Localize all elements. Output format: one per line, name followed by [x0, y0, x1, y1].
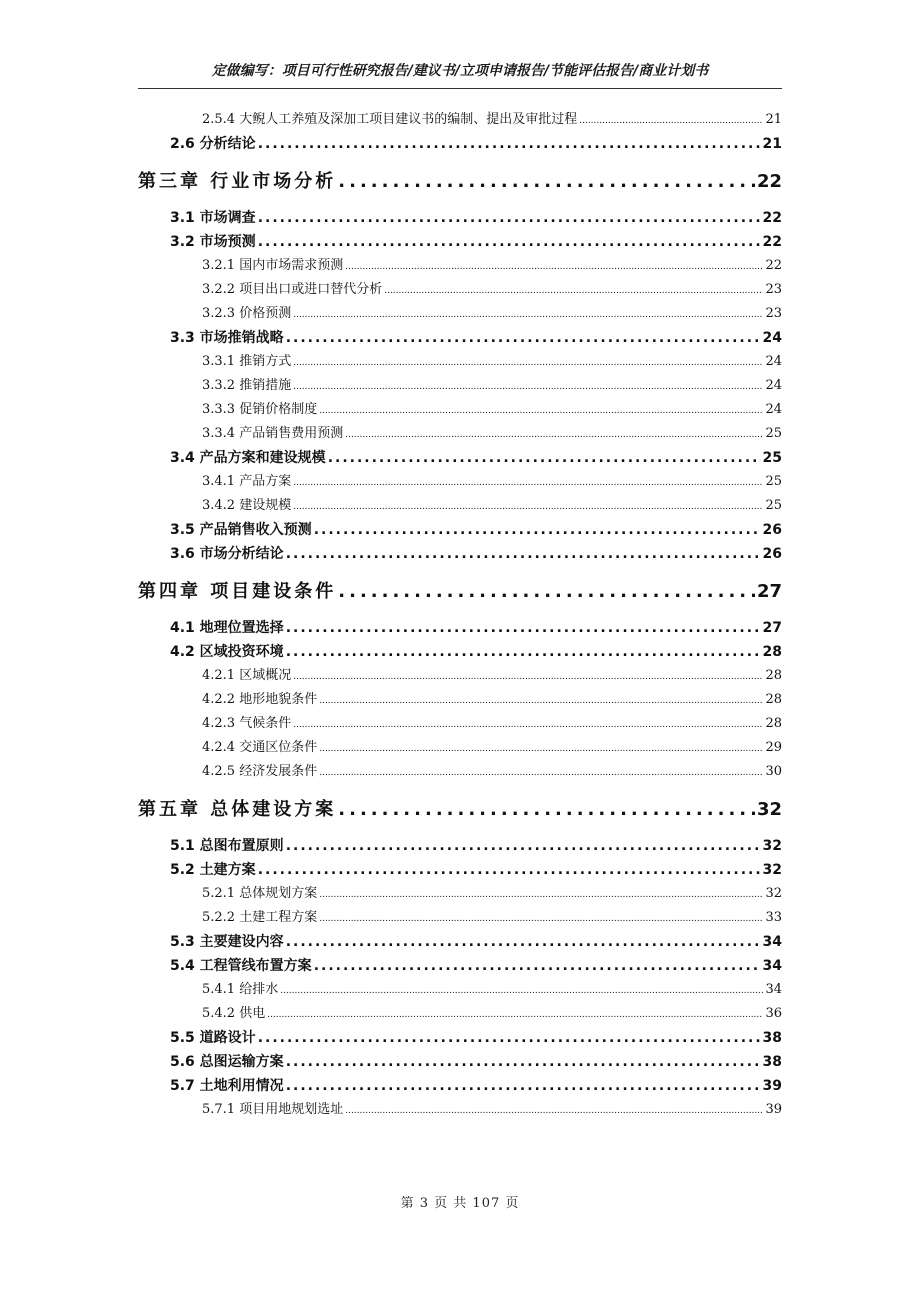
toc-entry-page-number: 28	[765, 692, 782, 707]
toc-dot-leader	[319, 737, 763, 761]
toc-section-entry[interactable]	[138, 954, 782, 978]
toc-entry-label: 3.6 市场分析结论	[170, 546, 284, 562]
toc-entry-page-number: 33	[765, 910, 782, 925]
toc-dot-leader	[286, 616, 761, 640]
toc-subsection-entry[interactable]	[138, 494, 782, 518]
toc-dot-leader	[319, 761, 763, 785]
header-divider	[138, 88, 782, 89]
toc-dot-leader	[293, 375, 763, 399]
toc-dot-leader	[286, 640, 761, 664]
toc-dot-leader	[258, 230, 761, 254]
toc-entry-label: 5.7.1 项目用地规划选址	[202, 1102, 344, 1117]
toc-entry-label: 5.2.2 土建工程方案	[202, 910, 318, 925]
toc-entry-label: 3.3.3 促销价格制度	[202, 402, 318, 417]
toc-entry-page-number: 25	[765, 498, 782, 513]
toc-subsection-entry[interactable]	[138, 906, 782, 930]
toc-entry-label: 5.4 工程管线布置方案	[170, 958, 312, 974]
toc-entry-label: 3.4 产品方案和建设规模	[170, 450, 326, 466]
toc-entry-page-number: 24	[765, 402, 782, 417]
toc-subsection-entry[interactable]	[138, 350, 782, 374]
toc-section-entry[interactable]	[138, 930, 782, 954]
toc-entry-label: 5.6 总图运输方案	[170, 1054, 284, 1070]
toc-entry-page-number: 22	[762, 234, 782, 250]
toc-entry-label: 4.2.1 区域概况	[202, 668, 292, 683]
toc-entry-page-number: 29	[765, 740, 782, 755]
toc-subsection-entry[interactable]	[138, 302, 782, 326]
toc-subsection-entry[interactable]	[138, 736, 782, 760]
toc-dot-leader	[319, 907, 763, 931]
toc-entry-label: 4.2.4 交通区位条件	[202, 740, 318, 755]
toc-dot-leader	[345, 1099, 763, 1123]
toc-section-entry[interactable]	[138, 858, 782, 882]
toc-subsection-entry[interactable]	[138, 664, 782, 688]
toc-entry-page-number: 39	[765, 1102, 782, 1117]
toc-entry-label: 5.2 土建方案	[170, 862, 256, 878]
toc-subsection-entry[interactable]	[138, 1002, 782, 1026]
toc-dot-leader	[293, 303, 763, 327]
toc-section-entry[interactable]	[138, 542, 782, 566]
toc-section-entry[interactable]	[138, 518, 782, 542]
toc-entry-label: 5.1 总图布置原则	[170, 838, 284, 854]
toc-dot-leader	[338, 576, 755, 608]
toc-section-entry[interactable]	[138, 640, 782, 664]
toc-chapter-entry[interactable]	[138, 576, 782, 608]
toc-entry-label: 3.2.2 项目出口或进口替代分析	[202, 282, 383, 297]
toc-entry-label: 5.4.2 供电	[202, 1006, 266, 1021]
toc-entry-label: 4.2 区域投资环境	[170, 644, 284, 660]
toc-entry-page-number: 32	[765, 886, 782, 901]
table-of-contents	[138, 108, 782, 1122]
toc-entry-page-number: 28	[762, 644, 782, 660]
toc-chapter-entry[interactable]	[138, 794, 782, 826]
toc-subsection-entry[interactable]	[138, 470, 782, 494]
toc-entry-page-number: 34	[762, 958, 782, 974]
toc-entry-page-number: 24	[765, 378, 782, 393]
toc-entry-page-number: 27	[756, 581, 782, 602]
toc-entry-label: 4.1 地理位置选择	[170, 620, 284, 636]
toc-entry-label: 3.1 市场调查	[170, 210, 256, 226]
toc-entry-label: 5.4.1 给排水	[202, 982, 279, 997]
toc-entry-label: 5.7 土地利用情况	[170, 1078, 284, 1094]
toc-entry-page-number: 23	[765, 282, 782, 297]
toc-section-entry[interactable]	[138, 834, 782, 858]
toc-entry-label: 3.2.3 价格预测	[202, 306, 292, 321]
toc-entry-page-number: 26	[762, 546, 782, 562]
toc-section-entry[interactable]	[138, 1074, 782, 1098]
toc-entry-label: 5.3 主要建设内容	[170, 934, 284, 950]
toc-section-entry[interactable]	[138, 206, 782, 230]
toc-entry-label: 5.5 道路设计	[170, 1030, 256, 1046]
toc-dot-leader	[319, 399, 763, 423]
toc-section-entry[interactable]	[138, 326, 782, 350]
toc-entry-page-number: 28	[765, 716, 782, 731]
toc-entry-label: 2.6 分析结论	[170, 136, 256, 152]
toc-entry-page-number: 24	[762, 330, 782, 346]
toc-entry-page-number: 25	[765, 474, 782, 489]
toc-dot-leader	[286, 1050, 761, 1074]
toc-dot-leader	[293, 713, 763, 737]
toc-entry-label: 3.2 市场预测	[170, 234, 256, 250]
toc-section-entry[interactable]	[138, 132, 782, 156]
toc-entry-page-number: 34	[765, 982, 782, 997]
toc-section-entry[interactable]	[138, 446, 782, 470]
toc-entry-page-number: 30	[765, 764, 782, 779]
toc-dot-leader	[286, 834, 761, 858]
toc-dot-leader	[338, 166, 755, 198]
toc-entry-page-number: 21	[765, 112, 782, 127]
toc-entry-page-number: 26	[762, 522, 782, 538]
toc-entry-label: 3.4.2 建设规模	[202, 498, 292, 513]
toc-entry-page-number: 38	[762, 1054, 782, 1070]
toc-entry-page-number: 22	[762, 210, 782, 226]
toc-subsection-entry[interactable]	[138, 978, 782, 1002]
toc-entry-page-number: 36	[765, 1006, 782, 1021]
toc-entry-label: 第四章 项目建设条件	[138, 581, 337, 602]
toc-section-entry[interactable]	[138, 1026, 782, 1050]
toc-entry-page-number: 21	[762, 136, 782, 152]
toc-entry-label: 4.2.2 地形地貌条件	[202, 692, 318, 707]
toc-dot-leader	[579, 109, 763, 133]
toc-entry-page-number: 34	[762, 934, 782, 950]
toc-subsection-entry[interactable]	[138, 712, 782, 736]
toc-subsection-entry[interactable]	[138, 1098, 782, 1122]
toc-entry-page-number: 23	[765, 306, 782, 321]
toc-dot-leader	[345, 255, 763, 279]
toc-dot-leader	[286, 1074, 761, 1098]
toc-entry-page-number: 32	[762, 862, 782, 878]
toc-dot-leader	[345, 423, 763, 447]
toc-subsection-entry[interactable]	[138, 688, 782, 712]
toc-dot-leader	[267, 1003, 763, 1027]
toc-subsection-entry[interactable]	[138, 254, 782, 278]
toc-dot-leader	[314, 954, 761, 978]
toc-entry-label: 3.3 市场推销战略	[170, 330, 284, 346]
toc-entry-label: 第五章 总体建设方案	[138, 799, 337, 820]
toc-entry-label: 3.3.4 产品销售费用预测	[202, 426, 344, 441]
toc-dot-leader	[293, 495, 763, 519]
toc-subsection-entry[interactable]	[138, 278, 782, 302]
toc-entry-page-number: 24	[765, 354, 782, 369]
toc-entry-label: 3.3.2 推销措施	[202, 378, 292, 393]
toc-subsection-entry[interactable]	[138, 108, 782, 132]
toc-entry-label: 4.2.5 经济发展条件	[202, 764, 318, 779]
toc-dot-leader	[293, 471, 763, 495]
toc-section-entry[interactable]	[138, 1050, 782, 1074]
toc-entry-label: 3.4.1 产品方案	[202, 474, 292, 489]
toc-subsection-entry[interactable]	[138, 422, 782, 446]
toc-dot-leader	[314, 518, 761, 542]
toc-dot-leader	[286, 542, 761, 566]
toc-section-entry[interactable]	[138, 230, 782, 254]
toc-entry-label: 3.2.1 国内市场需求预测	[202, 258, 344, 273]
toc-dot-leader	[286, 930, 761, 954]
toc-dot-leader	[328, 446, 761, 470]
toc-entry-label: 2.5.4 大鲵人工养殖及深加工项目建议书的编制、提出及审批过程	[202, 112, 578, 127]
toc-dot-leader	[338, 794, 755, 826]
toc-dot-leader	[286, 326, 761, 350]
toc-dot-leader	[258, 1026, 761, 1050]
toc-dot-leader	[280, 979, 763, 1003]
toc-entry-page-number: 22	[765, 258, 782, 273]
toc-dot-leader	[319, 689, 763, 713]
toc-entry-label: 5.2.1 总体规划方案	[202, 886, 318, 901]
toc-entry-page-number: 32	[762, 838, 782, 854]
page-footer-indicator: 第 3 页 共 107 页	[400, 1196, 520, 1211]
toc-entry-page-number: 39	[762, 1078, 782, 1094]
toc-chapter-entry[interactable]	[138, 166, 782, 198]
toc-section-entry[interactable]	[138, 616, 782, 640]
toc-entry-label: 第三章 行业市场分析	[138, 171, 337, 192]
toc-entry-label: 3.5 产品销售收入预测	[170, 522, 312, 538]
toc-entry-page-number: 28	[765, 668, 782, 683]
toc-entry-label: 4.2.3 气候条件	[202, 716, 292, 731]
page-header-title: 定做编写：项目可行性研究报告/建议书/立项申请报告/节能评估报告/商业计划书	[211, 63, 709, 79]
toc-entry-page-number: 22	[756, 171, 782, 192]
toc-entry-page-number: 25	[765, 426, 782, 441]
toc-entry-page-number: 32	[756, 799, 782, 820]
toc-subsection-entry[interactable]	[138, 374, 782, 398]
toc-entry-page-number: 27	[762, 620, 782, 636]
toc-entry-page-number: 38	[762, 1030, 782, 1046]
toc-subsection-entry[interactable]	[138, 882, 782, 906]
toc-dot-leader	[384, 279, 763, 303]
toc-dot-leader	[258, 132, 761, 156]
toc-entry-page-number: 25	[762, 450, 782, 466]
toc-dot-leader	[293, 665, 763, 689]
toc-subsection-entry[interactable]	[138, 398, 782, 422]
toc-dot-leader	[319, 883, 763, 907]
toc-dot-leader	[258, 858, 761, 882]
toc-subsection-entry[interactable]	[138, 760, 782, 784]
toc-dot-leader	[293, 351, 763, 375]
toc-dot-leader	[258, 206, 761, 230]
toc-entry-label: 3.3.1 推销方式	[202, 354, 292, 369]
